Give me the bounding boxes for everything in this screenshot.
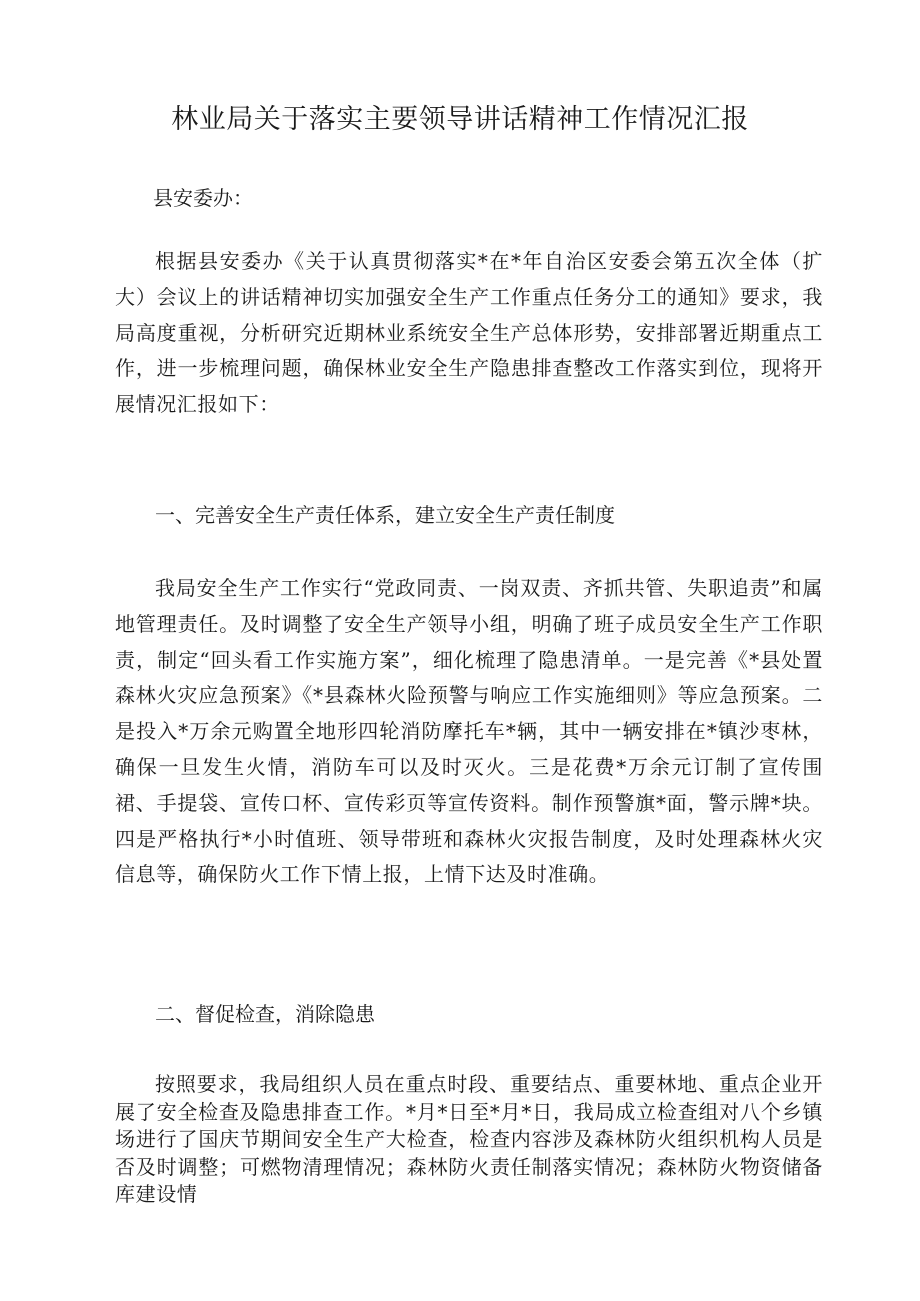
section-heading-2: 二、督促检查，消除隐患 bbox=[155, 1002, 375, 1026]
document-title: 林业局关于落实主要领导讲话精神工作情况汇报 bbox=[171, 104, 749, 135]
section-heading-1: 一、完善安全生产责任体系，建立安全生产责任制度 bbox=[155, 503, 615, 527]
salutation: 县安委办： bbox=[153, 186, 253, 210]
paragraph-intro: 根据县安委办《关于认真贯彻落实*在*年自治区安委会第五次全体（扩大）会议上的讲话精神切实加强安全生产工作重点任务分工的通知》要求，我局高度重视，分析研究近期林业系统安全生产总体形势，安排部署近期重点工作，进一步梳理问题，确保林业安全生产隐患排查整改工作落实到位，现将开展情况汇报如下： bbox=[115, 249, 823, 417]
paragraph-inspection: 按照要求，我局组织人员在重点时段、重要结点、重要林地、重点企业开展了安全检查及隐患排查工作。*月*日至*月*日，我局成立检查组对八个乡镇场进行了国庆节期间安全生产大检查，检查内容涉及森林防火组织机构人员是否及时调整；可燃物清理情况；森林防火责任制落实情况；森林防火物资储备库建设情 bbox=[115, 1072, 823, 1207]
paragraph-responsibility: 我局安全生产工作实行“党政同责、一岗双责、齐抓共管、失职追责”和属地管理责任。及时调整了安全生产领导小组，明确了班子成员安全生产工作职责，制定“回头看工作实施方案”，细化梳理了隐患清单。一是完善《*县处置森林火灾应急预案》《*县森林火险预警与响应工作实施细则》等应急预案。二是投入*万余元购置全地形四轮消防摩托车*辆，其中一辆安排在*镇沙枣林，确保一旦发生火情，消防车可以及时灭火。三是花费*万余元订制了宣传围裙、手提袋、宣传口杯、宣传彩页等宣传资料。制作预警旗*面，警示牌*块。四是严格执行*小时值班、领导带班和森林火灾报告制度，及时处理森林火灾信息等，确保防火工作下情上报，上情下达及时准确。 bbox=[115, 576, 823, 887]
